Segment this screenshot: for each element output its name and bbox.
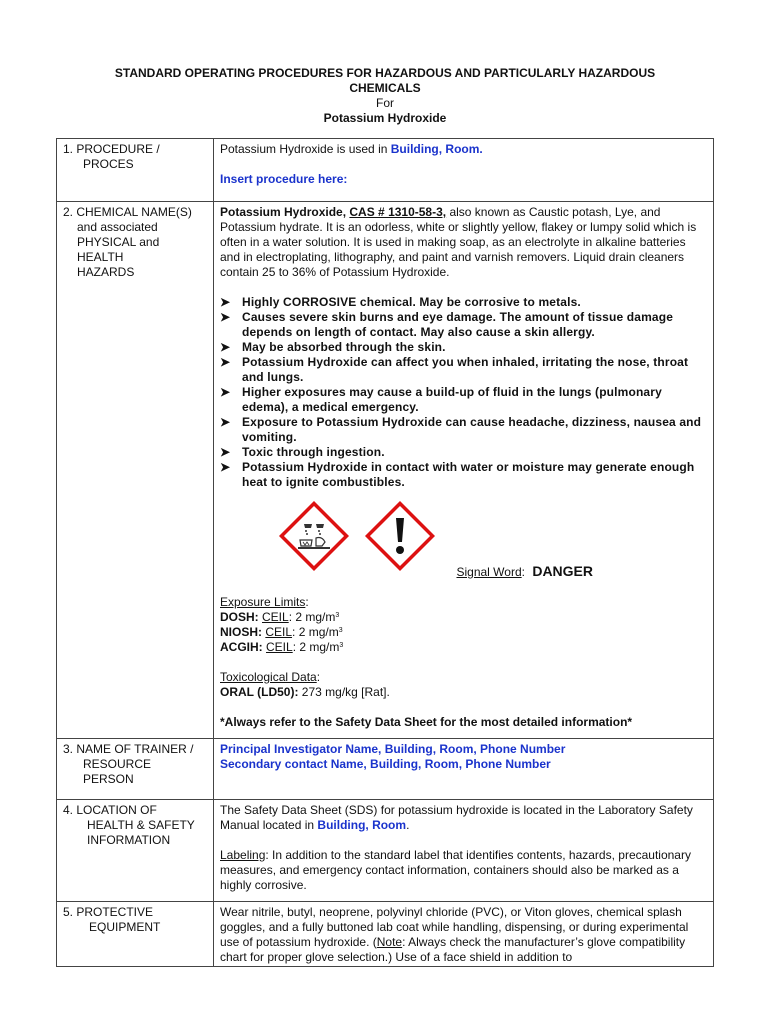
corrosion-pictogram-icon xyxy=(278,500,350,572)
hazard-item: ➤ Causes severe skin burns and eye damage. The amount of tissue damage depends on length of contact. May also cause a skin allergy. xyxy=(220,310,674,339)
hazard-item: ➤ Highly CORROSIVE chemical. May be corrosive to metals. xyxy=(220,295,581,309)
hazard-item: ➤ Higher exposures may cause a build-up of fluid in the lungs (pulmonary edema), a medical emergency. xyxy=(220,385,662,414)
content-protective xyxy=(214,902,714,967)
labeling-paragraph: Labeling: In addition to the standard label that identifies contents, hazards, precautionary measures, and emergency contact information, containers should also be marked as a highly corrosive. xyxy=(220,848,691,892)
cas-number: CAS # 1310-58-3, xyxy=(349,205,447,219)
label-protective: 5. PROTECTIVE EQUIPMENT xyxy=(57,902,214,967)
arrow-bullet-icon: ➤ xyxy=(220,445,231,459)
hazard-item: ➤ Exposure to Potassium Hydroxide can cause headache, dizziness, nausea and vomiting. xyxy=(220,415,702,444)
arrow-bullet-icon: ➤ xyxy=(220,460,231,474)
content-chemical: Potassium Hydroxide, CAS # 1310-58-3, also known as Caustic potash, Lye, and Potassium hydrate. It is an odorless, white or slightly yellow, flakey or lumpy solid which is often in a water solution. It is used in making soap, as an electrolyte in alkaline batteries and in electroplating, lithography, and paint and varnish removers. Liquid drain cleaners contain 25 to 36% of Potassium Hydroxide. ➤ Highly CORROSIVE chemical. May be corrosive to metals. ➤ Causes severe skin burns and eye damage. The amount of tissue damage depends on length of contact. May also cause a skin allergy. ➤ May be absorbed through the skin. ➤ Potassium Hydroxide can affect you when inhaled, irritating the nose, throat and lungs. ➤ Higher exposures may cause a build-up of fluid in the lungs (pulmonary edema), a medical emergency. ➤ Exposure to Potassium Hydroxide can cause headache, dizziness, nausea and vomiting. ➤ Toxic through ingestion. ➤ Potassium Hydroxide in contact with water or moisture may generate enough heat to ignite combustibles. Signal Word: DANGER Exposure Limits: DOSH: CEIL: 2 $mg/m^3$ NIOSH: CEIL: 2 $mg/m^3$ ACGIH: CEIL: 2 $mg/m^3$ Toxicological Data: ORAL (LD50): 273 mg/kg [Rat]. *Always refer to the Safety Data Sheet for the most detailed information* xyxy=(214,202,714,739)
oral-ld50: ORAL (LD50): 273 mg/kg [Rat]. xyxy=(220,685,390,699)
arrow-bullet-icon: ➤ xyxy=(220,385,231,399)
chemical-description: Potassium Hydroxide, CAS # 1310-58-3, also known as Caustic potash, Lye, and Potassium hydrate. It is an odorless, white or slightly yellow, flakey or lumpy solid which is often in a water solution. It is used in making soap, as an electrolyte in alkaline batteries and in electroplating, lithography, and paint and varnish removers. Liquid drain cleaners contain 25 to 36% of Potassium Hydroxide. xyxy=(220,205,697,279)
label-trainer: 3. NAME OF TRAINER / RESOURCE PERSON xyxy=(57,739,214,800)
content-trainer xyxy=(214,739,714,800)
content-location: The Safety Data Sheet (SDS) for potassium hydroxide is located in the Laboratory Safety Manual located in Building, Room. Labeling: In addition to the standard label that identifies contents, hazards, precautionary measures, and emergency contact information, containers should also be marked as a highly corrosive. xyxy=(214,800,714,902)
row-chemical xyxy=(57,202,714,739)
title-line-1: STANDARD OPERATING PROCEDURES FOR HAZARDOUS AND PARTICULARLY HAZARDOUS xyxy=(114,66,656,80)
hazard-item: ➤ Potassium Hydroxide can affect you when inhaled, irritating the nose, throat and lungs. xyxy=(220,355,689,384)
arrow-bullet-icon: ➤ xyxy=(220,340,231,354)
arrow-bullet-icon: ➤ xyxy=(220,355,231,369)
exclamation-pictogram-icon xyxy=(364,500,436,572)
ghs-pictograms xyxy=(220,500,703,580)
label-location: 4. LOCATION OF HEALTH & SAFETY INFORMATION xyxy=(57,800,214,902)
title-line-2: CHEMICALS xyxy=(349,81,421,95)
hazard-item: ➤ May be absorbed through the skin. xyxy=(220,340,446,354)
exposure-dosh: DOSH: CEIL: 2 $mg/m^3$ xyxy=(220,610,340,624)
sds-reference-note: *Always refer to the Safety Data Sheet for the most detailed information* xyxy=(220,715,633,729)
arrow-bullet-icon: ➤ xyxy=(220,415,231,429)
row-protective xyxy=(57,902,714,967)
exposure-acgih: ACGIH: CEIL: 2 $mg/m^3$ xyxy=(220,640,344,654)
protective-paragraph: Wear nitrile, butyl, neoprene, polyvinyl chloride (PVC), or Viton gloves, chemical splash goggles, and a fully buttoned lab coat while handling, dispensing, or during experimental use of potassium hydroxide. (Note: Always check the manufacturer’s glove compatibility chart for proper glove selection.) Use of a face shield in addition to xyxy=(220,905,689,964)
hazard-item: ➤ Toxic through ingestion. xyxy=(220,445,385,459)
exposure-niosh: NIOSH: CEIL: 2 $mg/m^3$ xyxy=(220,625,343,639)
toxicological-data-title: Toxicological Data xyxy=(220,670,317,684)
row-procedure xyxy=(57,139,714,202)
exposure-limits-title: Exposure Limits xyxy=(220,595,306,609)
signal-word-value: DANGER xyxy=(532,563,593,579)
document-header xyxy=(0,66,770,126)
label-procedure: 1. PROCEDURE / PROCES xyxy=(57,139,214,202)
row-location xyxy=(57,800,714,902)
content-procedure: Potassium Hydroxide is used in Building, Room. Insert procedure here: xyxy=(214,139,714,202)
arrow-bullet-icon: ➤ xyxy=(220,295,231,309)
for-line: For xyxy=(376,96,394,110)
sop-table xyxy=(56,138,714,967)
hazard-list xyxy=(220,295,703,490)
label-chemical: 2. CHEMICAL NAME(S) and associated PHYSICAL and HEALTH HAZARDS xyxy=(57,202,214,739)
hazard-item: ➤ Potassium Hydroxide in contact with water or moisture may generate enough heat to ignite combustibles. xyxy=(220,460,695,489)
subject-line: Potassium Hydroxide xyxy=(323,111,447,125)
insert-procedure: Insert procedure here: xyxy=(220,172,348,186)
arrow-bullet-icon: ➤ xyxy=(220,310,231,324)
signal-word: Signal Word: DANGER xyxy=(456,563,593,579)
procedure-location: Building, Room xyxy=(390,142,480,156)
secondary-contact: Secondary contact Name, Building, Room, Phone Number xyxy=(220,757,551,771)
row-trainer xyxy=(57,739,714,800)
sds-location: Building, Room xyxy=(317,818,407,832)
principal-investigator: Principal Investigator Name, Building, Room, Phone Number xyxy=(220,742,566,756)
